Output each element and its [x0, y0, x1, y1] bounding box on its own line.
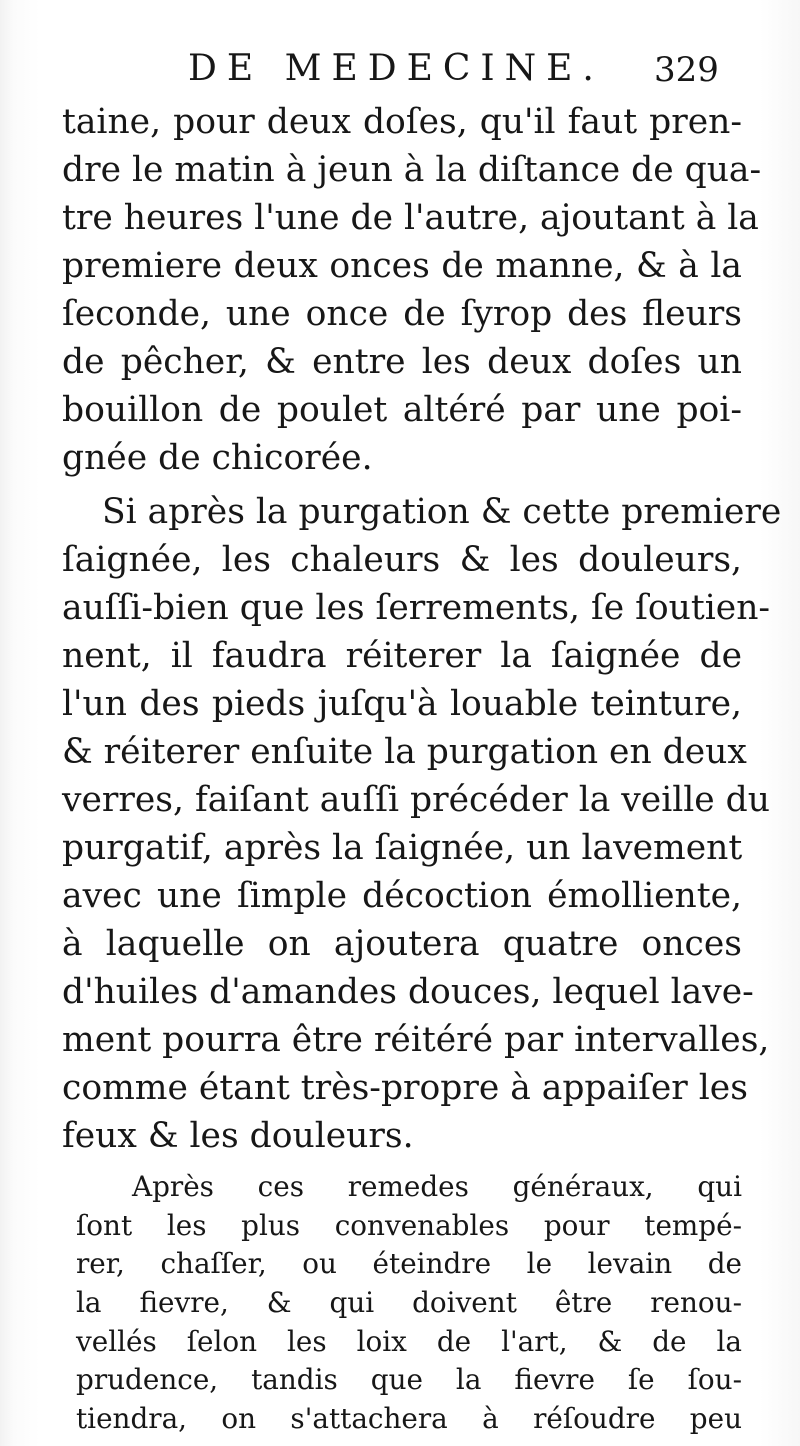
text-line: premiere deux onces de manne, & à la — [62, 246, 742, 286]
text-line: dre le matin à jeun à la diſtance de qua- — [62, 150, 762, 190]
text-line: verres, faiſant auſſi précéder la veille du — [62, 780, 770, 820]
text-line: ſont les plus convenables pour tempé- — [76, 1208, 742, 1242]
text-line: purgatif, après la ſaignée, un lavement — [62, 828, 743, 868]
text-line: avec une ſimple décoction émolliente, — [62, 876, 742, 916]
text-line: ſaignée, les chaleurs & les douleurs, — [62, 540, 742, 580]
text-line: gnée de chicorée. — [62, 438, 373, 478]
text-line: Après ces remedes généraux, qui — [132, 1170, 742, 1203]
text-line: l'un des pieds juſqu'à louable teinture, — [62, 684, 742, 724]
text-line: la fievre, & qui doivent être renou- — [76, 1286, 742, 1319]
running-head: DE MEDECINE. — [188, 48, 604, 89]
text-line: auſſi-bien que les ſerrements, ſe ſoutien- — [62, 588, 771, 628]
text-line: bouillon de poulet altéré par une poi- — [62, 390, 742, 430]
text-line: d'huiles d'amandes douces, lequel lave- — [62, 972, 754, 1012]
text-line: ſeconde, une once de ſyrop des fleurs — [62, 294, 742, 334]
text-line: rer, chaſſer, ou éteindre le levain de — [76, 1247, 742, 1281]
text-line: tiendra, on s'attachera à réſoudre peu — [76, 1402, 742, 1435]
text-line: à laquelle on ajoutera quatre onces — [62, 924, 742, 964]
text-line: comme étant très-propre à appaiſer les — [62, 1068, 748, 1108]
text-line: tre heures l'une de l'autre, ajoutant à la — [62, 198, 759, 238]
page-number: 329 — [654, 50, 719, 90]
text-line: taine, pour deux doſes, qu'il faut pren- — [62, 102, 742, 142]
text-line: vellés ſelon les loix de l'art, & de la — [76, 1324, 742, 1358]
text-line: nent, il faudra réiterer la ſaignée de — [62, 636, 742, 676]
text-line: ment pourra être réitéré par intervalles, — [62, 1020, 770, 1060]
text-line: Si après la purgation & cette premiere — [102, 492, 782, 532]
text-line: de pêcher, & entre les deux doſes un — [62, 342, 742, 382]
text-line: prudence, tandis que la fievre ſe ſou- — [76, 1363, 742, 1397]
text-line: feux & les douleurs. — [62, 1116, 414, 1156]
text-line: & réiterer enſuite la purgation en deux — [62, 732, 747, 772]
